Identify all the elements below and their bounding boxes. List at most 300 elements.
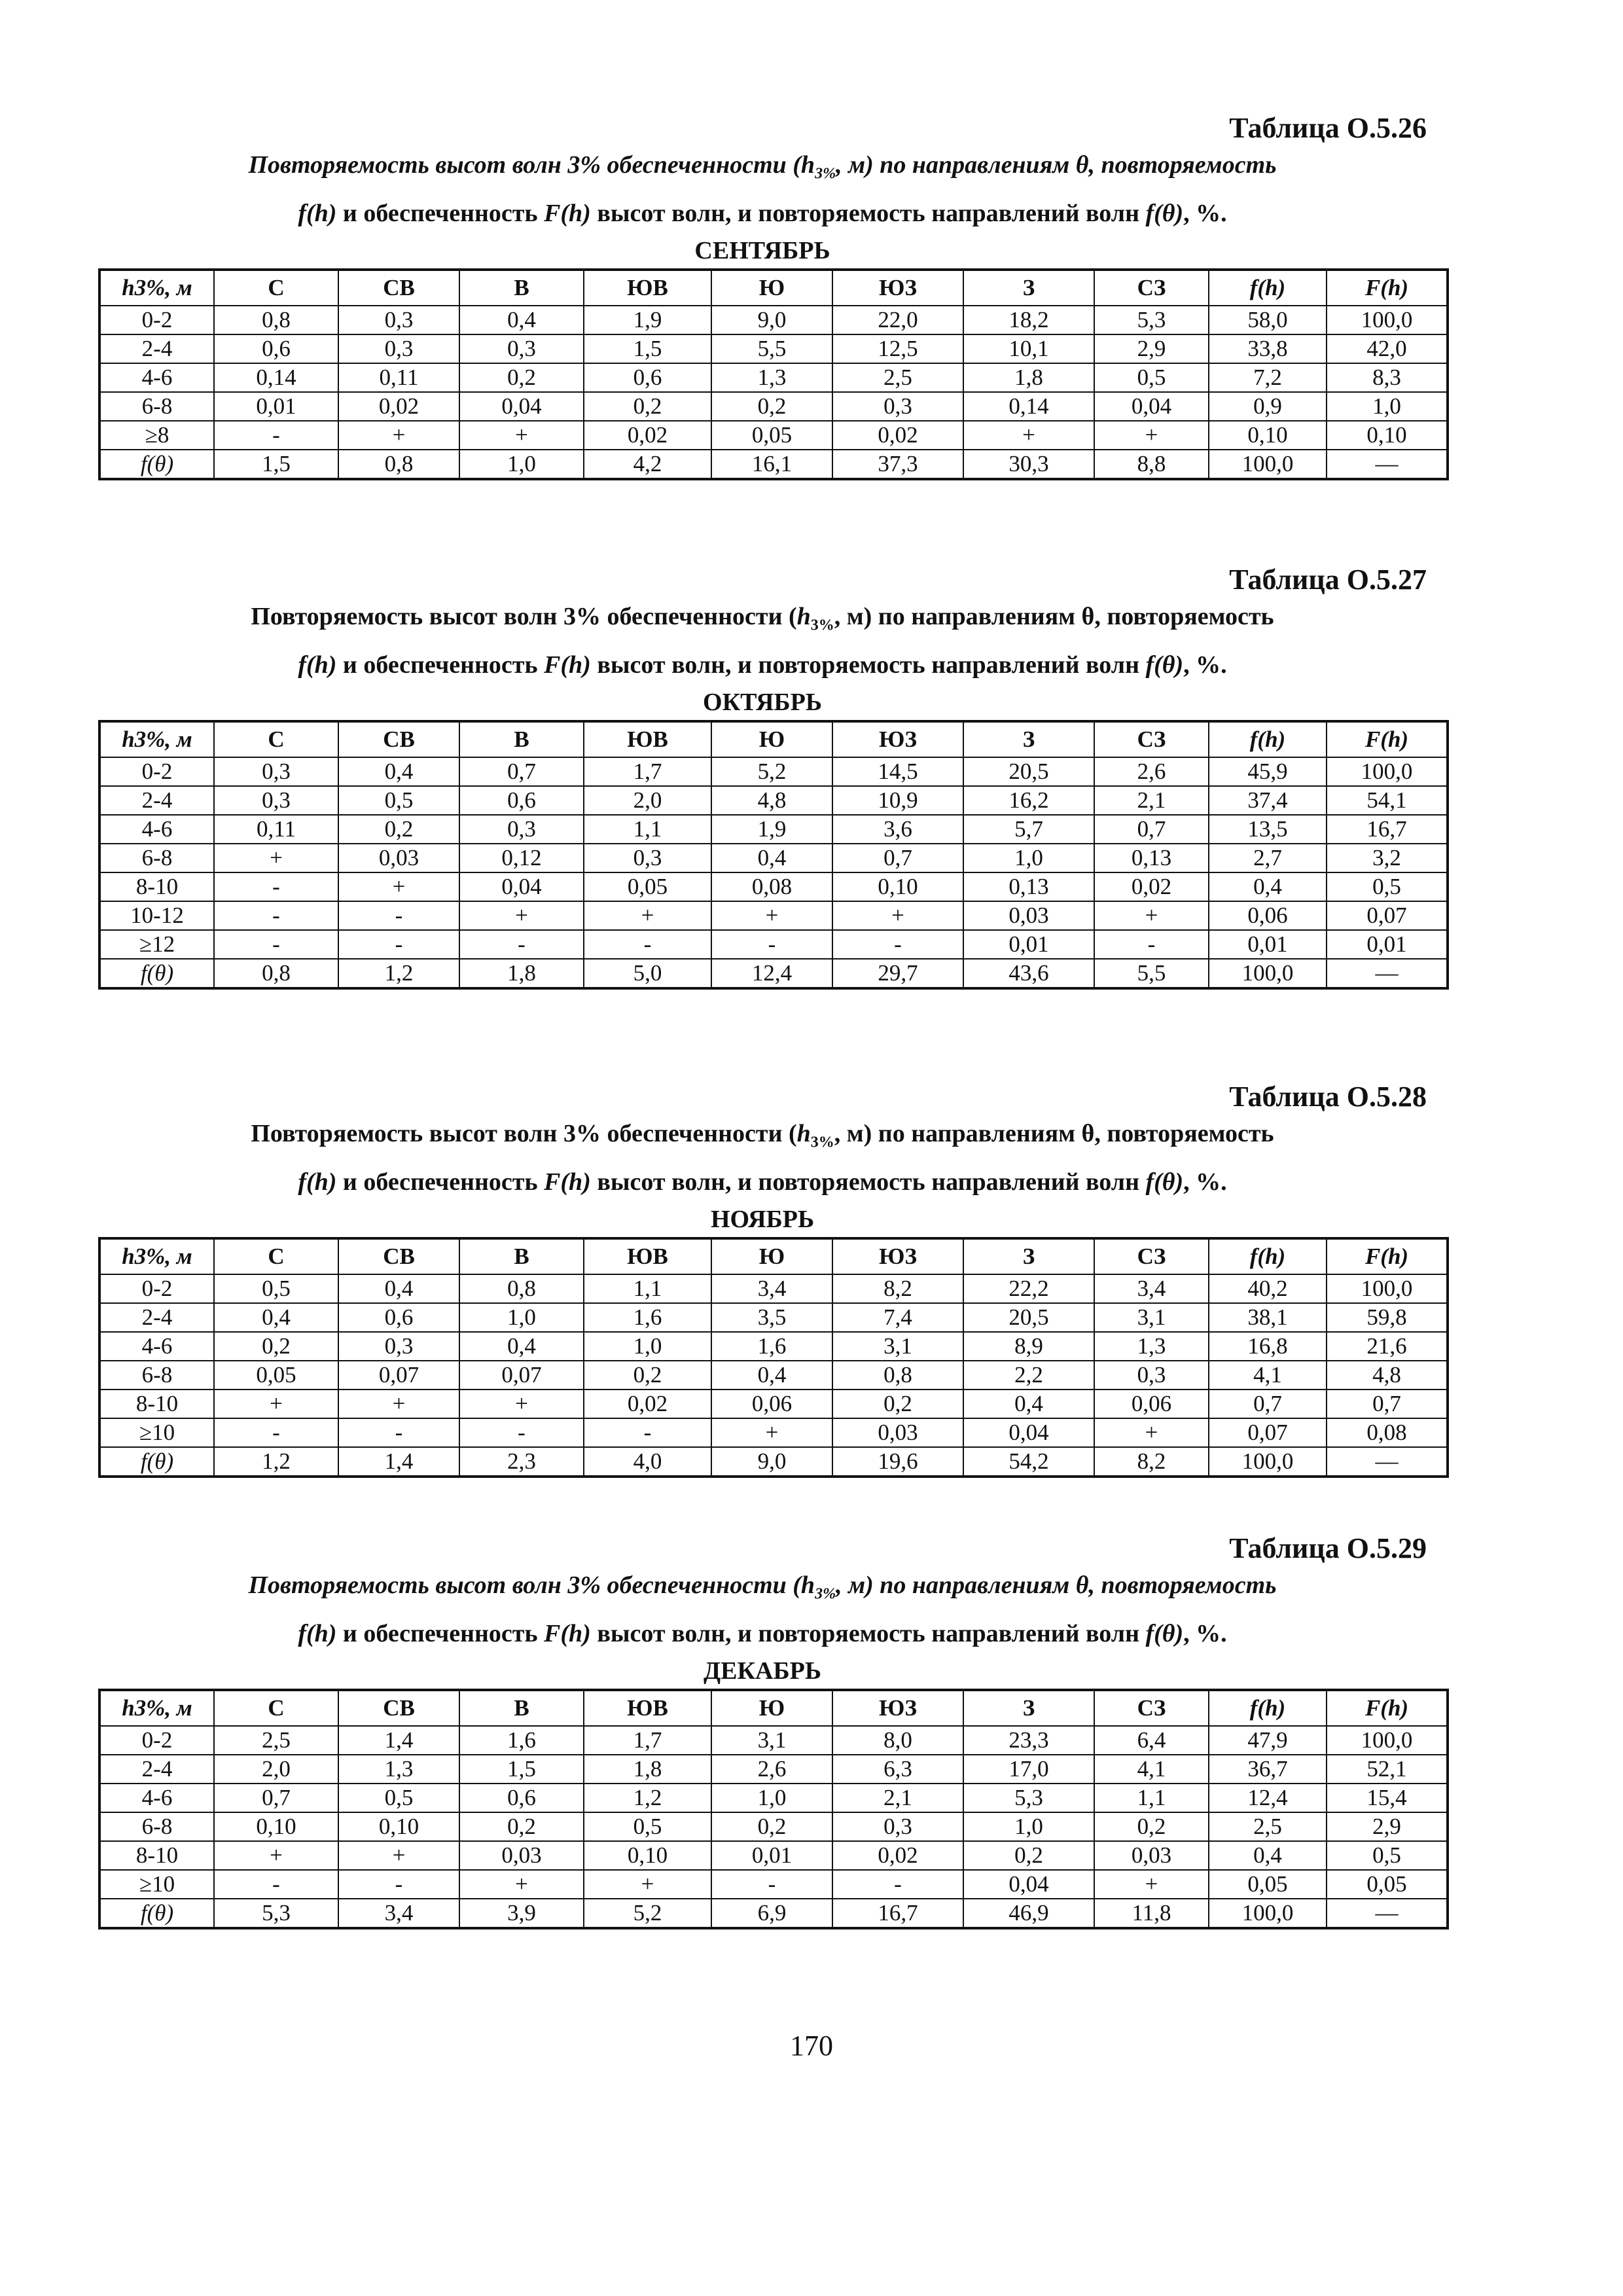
- table-cell: -: [711, 1870, 832, 1899]
- table-number: Таблица О.5.28: [1229, 1081, 1427, 1113]
- table-cell: 1,3: [338, 1755, 459, 1784]
- table-cell: 1,5: [584, 334, 711, 363]
- table-cell: 29,7: [832, 959, 963, 988]
- column-header: f(h): [1209, 1690, 1327, 1726]
- table-cell: 0,4: [459, 306, 584, 334]
- column-header: Ю: [711, 270, 832, 306]
- table-cell: 0,7: [1094, 815, 1209, 844]
- table-month: ДЕКАБРЬ: [704, 1657, 821, 1685]
- column-header: З: [963, 1238, 1094, 1274]
- table-cell: 1,6: [584, 1303, 711, 1332]
- table-cell: 59,8: [1327, 1303, 1448, 1332]
- table-cell: 0,4: [963, 1390, 1094, 1418]
- table-cell: 3,1: [832, 1332, 963, 1361]
- table-cell: 5,2: [711, 757, 832, 786]
- table-cell: 5,5: [711, 334, 832, 363]
- table-cell: 1,0: [1327, 392, 1448, 421]
- table-cell: 37,3: [832, 450, 963, 479]
- row-label: 6-8: [99, 1361, 214, 1390]
- column-header: В: [459, 1238, 584, 1274]
- table-cell: 0,10: [832, 872, 963, 901]
- table-cell: 0,3: [338, 306, 459, 334]
- table-cell: -: [214, 1418, 338, 1447]
- table-cell: 0,03: [1094, 1841, 1209, 1870]
- table-cell: 21,6: [1327, 1332, 1448, 1361]
- row-label: f(θ): [99, 959, 214, 988]
- table-row: [99, 1274, 1448, 1303]
- column-header: Ю: [711, 1690, 832, 1726]
- row-label: 0-2: [99, 757, 214, 786]
- table-cell: +: [1094, 421, 1209, 450]
- table-cell: 3,2: [1327, 844, 1448, 872]
- column-header: В: [459, 270, 584, 306]
- table-row: [99, 1361, 1448, 1390]
- table-cell: 23,3: [963, 1726, 1094, 1755]
- table-cell: 0,02: [832, 1841, 963, 1870]
- row-label: 6-8: [99, 1812, 214, 1841]
- table-cell: 2,5: [832, 363, 963, 392]
- table-cell: 0,2: [214, 1332, 338, 1361]
- table-cell: 0,08: [711, 872, 832, 901]
- table-cell: 0,01: [214, 392, 338, 421]
- table-cell: 0,4: [338, 1274, 459, 1303]
- table-row: [99, 334, 1448, 363]
- table-cell: 0,10: [1327, 421, 1448, 450]
- table-cell: 2,0: [214, 1755, 338, 1784]
- table-cell: -: [214, 930, 338, 959]
- table-cell: 1,3: [1094, 1332, 1209, 1361]
- table-cell: 0,07: [1209, 1418, 1327, 1447]
- table-cell: 8,9: [963, 1332, 1094, 1361]
- table-row: [99, 1899, 1448, 1928]
- table-cell: 54,1: [1327, 786, 1448, 815]
- table-cell: +: [338, 421, 459, 450]
- table-cell: 2,1: [1094, 786, 1209, 815]
- table-cell: 42,0: [1327, 334, 1448, 363]
- table-row: [99, 930, 1448, 959]
- table-cell: 1,7: [584, 757, 711, 786]
- table-cell: +: [459, 421, 584, 450]
- column-header: СЗ: [1094, 1238, 1209, 1274]
- table-cell: 0,4: [459, 1332, 584, 1361]
- table-cell: -: [584, 1418, 711, 1447]
- table-cell: 4,0: [584, 1447, 711, 1477]
- table-cell: 58,0: [1209, 306, 1327, 334]
- table-cell: 18,2: [963, 306, 1094, 334]
- column-header: Ю: [711, 1238, 832, 1274]
- table-row: [99, 844, 1448, 872]
- table-number: Таблица О.5.26: [1229, 112, 1427, 144]
- row-label: 4-6: [99, 1332, 214, 1361]
- table-row: [99, 1870, 1448, 1899]
- table-cell: 0,05: [1209, 1870, 1327, 1899]
- table-row: [99, 1812, 1448, 1841]
- table-row: [99, 392, 1448, 421]
- table-cell: 0,8: [214, 959, 338, 988]
- table-cell: -: [214, 421, 338, 450]
- table-row: [99, 1447, 1448, 1477]
- table-cell: 1,8: [584, 1755, 711, 1784]
- table-cell: 0,03: [459, 1841, 584, 1870]
- table-cell: 7,4: [832, 1303, 963, 1332]
- table-cell: 6,9: [711, 1899, 832, 1928]
- column-header: В: [459, 721, 584, 757]
- row-label: 0-2: [99, 1726, 214, 1755]
- table-cell: 2,2: [963, 1361, 1094, 1390]
- table-cell: 0,07: [338, 1361, 459, 1390]
- column-header: СВ: [338, 1238, 459, 1274]
- table-cell: 7,2: [1209, 363, 1327, 392]
- table-cell: +: [832, 901, 963, 930]
- table-cell: 0,04: [459, 392, 584, 421]
- table-row: [99, 1390, 1448, 1418]
- table-cell: 46,9: [963, 1899, 1094, 1928]
- table-cell: 0,5: [1094, 363, 1209, 392]
- table-cell: 0,2: [338, 815, 459, 844]
- table-cell: 0,8: [832, 1361, 963, 1390]
- table-cell: 0,04: [963, 1870, 1094, 1899]
- table-cell: 0,13: [1094, 844, 1209, 872]
- table-cell: 2,0: [584, 786, 711, 815]
- table-cell: 0,3: [1094, 1361, 1209, 1390]
- table-cell: 1,8: [963, 363, 1094, 392]
- column-header: С: [214, 270, 338, 306]
- table-cell: 12,4: [711, 959, 832, 988]
- column-header: ЮЗ: [832, 270, 963, 306]
- table-cell: 3,4: [1094, 1274, 1209, 1303]
- table-row: [99, 1841, 1448, 1870]
- column-header: F(h): [1327, 270, 1448, 306]
- table-cell: 0,04: [459, 872, 584, 901]
- table-cell: 1,0: [584, 1332, 711, 1361]
- table-cell: 0,01: [1327, 930, 1448, 959]
- table-cell: 16,7: [832, 1899, 963, 1928]
- row-label: ≥10: [99, 1870, 214, 1899]
- table-row: [99, 1755, 1448, 1784]
- table-cell: 2,9: [1094, 334, 1209, 363]
- column-header: С: [214, 1238, 338, 1274]
- column-header: ЮЗ: [832, 721, 963, 757]
- column-header: СЗ: [1094, 270, 1209, 306]
- table-cell: 0,02: [338, 392, 459, 421]
- table-cell: 36,7: [1209, 1755, 1327, 1784]
- column-header: f(h): [1209, 270, 1327, 306]
- table-cell: 100,0: [1327, 306, 1448, 334]
- table-cell: 38,1: [1209, 1303, 1327, 1332]
- table-cell: 0,6: [214, 334, 338, 363]
- table-cell: 3,1: [1094, 1303, 1209, 1332]
- table-row: [99, 1303, 1448, 1332]
- table-cell: 0,4: [338, 757, 459, 786]
- table-row: [99, 421, 1448, 450]
- table-cell: 22,0: [832, 306, 963, 334]
- table-cell: 1,1: [1094, 1784, 1209, 1812]
- table-cell: 10,1: [963, 334, 1094, 363]
- table-cell: 9,0: [711, 1447, 832, 1477]
- table-cell: 0,06: [1209, 901, 1327, 930]
- table-cell: 0,14: [963, 392, 1094, 421]
- table-cell: 16,8: [1209, 1332, 1327, 1361]
- table-cell: —: [1327, 1899, 1448, 1928]
- table-block-december: [98, 1532, 1427, 1929]
- table-cell: -: [1094, 930, 1209, 959]
- table-cell: 1,0: [459, 450, 584, 479]
- table-cell: +: [338, 1841, 459, 1870]
- page-number: 170: [790, 2030, 833, 2062]
- table-cell: 17,0: [963, 1755, 1094, 1784]
- table-cell: 0,05: [214, 1361, 338, 1390]
- table-cell: 16,7: [1327, 815, 1448, 844]
- table-block-november: [98, 1080, 1427, 1478]
- row-label: 2-4: [99, 1303, 214, 1332]
- table-cell: 2,1: [832, 1784, 963, 1812]
- table-cell: -: [832, 1870, 963, 1899]
- table-cell: -: [459, 1418, 584, 1447]
- table-cell: 2,9: [1327, 1812, 1448, 1841]
- column-header: З: [963, 721, 1094, 757]
- table-cell: 4,1: [1094, 1755, 1209, 1784]
- table-row: [99, 363, 1448, 392]
- table-cell: +: [1094, 1870, 1209, 1899]
- table-cell: -: [338, 930, 459, 959]
- table-cell: 0,01: [963, 930, 1094, 959]
- table-cell: 12,4: [1209, 1784, 1327, 1812]
- data-table: [98, 1237, 1449, 1478]
- table-cell: 6,4: [1094, 1726, 1209, 1755]
- table-cell: 0,04: [1094, 392, 1209, 421]
- table-row: [99, 757, 1448, 786]
- table-cell: 20,5: [963, 757, 1094, 786]
- table-cell: 0,03: [338, 844, 459, 872]
- table-cell: 0,07: [459, 1361, 584, 1390]
- table-cell: 0,07: [1327, 901, 1448, 930]
- table-cell: 2,5: [214, 1726, 338, 1755]
- table-cell: 2,6: [711, 1755, 832, 1784]
- table-cell: 0,3: [584, 844, 711, 872]
- column-header: F(h): [1327, 1690, 1448, 1726]
- table-cell: 0,3: [338, 1332, 459, 1361]
- table-title: Повторяемость высот волн 3% обеспеченности ($h_{3\%}$, м) по направлениям θ, повторяемость f(h) и обеспеченность F(h) высот волн, и повторяемость направлений волн f(θ), %.: [251, 1120, 1274, 1196]
- table-cell: 8,3: [1327, 363, 1448, 392]
- table-cell: 0,08: [1327, 1418, 1448, 1447]
- table-cell: 0,6: [459, 1784, 584, 1812]
- table-row: [99, 901, 1448, 930]
- row-label: ≥8: [99, 421, 214, 450]
- table-cell: 0,2: [963, 1841, 1094, 1870]
- row-label: 8-10: [99, 1390, 214, 1418]
- table-cell: 0,05: [1327, 1870, 1448, 1899]
- column-header: ЮВ: [584, 1238, 711, 1274]
- table-cell: 52,1: [1327, 1755, 1448, 1784]
- table-cell: 4,8: [711, 786, 832, 815]
- table-cell: 16,2: [963, 786, 1094, 815]
- row-label: 8-10: [99, 1841, 214, 1870]
- table-row: [99, 306, 1448, 334]
- table-cell: -: [214, 872, 338, 901]
- table-cell: 5,3: [214, 1899, 338, 1928]
- table-cell: 4,2: [584, 450, 711, 479]
- table-cell: 0,8: [338, 450, 459, 479]
- table-cell: 1,5: [214, 450, 338, 479]
- column-header: F(h): [1327, 1238, 1448, 1274]
- row-label: 0-2: [99, 1274, 214, 1303]
- table-cell: 0,13: [963, 872, 1094, 901]
- column-header: ЮЗ: [832, 1690, 963, 1726]
- table-cell: 22,2: [963, 1274, 1094, 1303]
- column-header: СВ: [338, 721, 459, 757]
- table-cell: 0,2: [711, 1812, 832, 1841]
- table-row: [99, 1784, 1448, 1812]
- table-cell: +: [1094, 1418, 1209, 1447]
- table-cell: 0,02: [584, 421, 711, 450]
- table-cell: 5,7: [963, 815, 1094, 844]
- table-cell: 3,1: [711, 1726, 832, 1755]
- table-cell: 0,6: [459, 786, 584, 815]
- row-label: f(θ): [99, 1899, 214, 1928]
- table-number: Таблица О.5.29: [1229, 1532, 1427, 1564]
- table-cell: 3,9: [459, 1899, 584, 1928]
- table-cell: 0,8: [459, 1274, 584, 1303]
- table-cell: 0,01: [1209, 930, 1327, 959]
- table-cell: 0,05: [711, 421, 832, 450]
- table-cell: 1,8: [459, 959, 584, 988]
- table-cell: 1,3: [711, 363, 832, 392]
- table-cell: -: [214, 901, 338, 930]
- row-label: 8-10: [99, 872, 214, 901]
- column-header: f(h): [1209, 1238, 1327, 1274]
- table-cell: —: [1327, 450, 1448, 479]
- table-cell: 0,06: [711, 1390, 832, 1418]
- table-cell: -: [338, 901, 459, 930]
- data-table: [98, 1689, 1449, 1929]
- header-row: [99, 1238, 1448, 1274]
- header-row: [99, 270, 1448, 306]
- table-cell: 0,3: [214, 757, 338, 786]
- header-row: [99, 721, 1448, 757]
- table-cell: 0,7: [1209, 1390, 1327, 1418]
- table-cell: 5,2: [584, 1899, 711, 1928]
- table-cell: 8,2: [1094, 1447, 1209, 1477]
- table-cell: 0,4: [711, 1361, 832, 1390]
- table-cell: -: [832, 930, 963, 959]
- table-cell: 0,9: [1209, 392, 1327, 421]
- table-cell: 0,06: [1094, 1390, 1209, 1418]
- table-cell: +: [459, 1390, 584, 1418]
- table-cell: +: [711, 901, 832, 930]
- table-cell: 3,5: [711, 1303, 832, 1332]
- table-cell: +: [963, 421, 1094, 450]
- table-row: [99, 872, 1448, 901]
- column-header: ЮВ: [584, 270, 711, 306]
- table-cell: 100,0: [1209, 450, 1327, 479]
- table-cell: 8,2: [832, 1274, 963, 1303]
- table-cell: 0,04: [963, 1418, 1094, 1447]
- column-header: ЮВ: [584, 721, 711, 757]
- table-cell: 0,6: [584, 363, 711, 392]
- table-cell: 1,9: [711, 815, 832, 844]
- table-cell: 14,5: [832, 757, 963, 786]
- row-label: ≥12: [99, 930, 214, 959]
- table-cell: -: [459, 930, 584, 959]
- table-cell: 100,0: [1327, 1726, 1448, 1755]
- table-cell: 0,8: [214, 306, 338, 334]
- column-header: СЗ: [1094, 1690, 1209, 1726]
- table-cell: 16,1: [711, 450, 832, 479]
- table-cell: 0,12: [459, 844, 584, 872]
- table-cell: 0,4: [1209, 872, 1327, 901]
- table-cell: 0,7: [832, 844, 963, 872]
- table-cell: 20,5: [963, 1303, 1094, 1332]
- table-cell: 1,9: [584, 306, 711, 334]
- table-cell: 1,2: [338, 959, 459, 988]
- row-label: 2-4: [99, 334, 214, 363]
- table-cell: 0,5: [584, 1812, 711, 1841]
- table-month: ОКТЯБРЬ: [703, 688, 822, 716]
- table-cell: 0,10: [1209, 421, 1327, 450]
- table-cell: +: [1094, 901, 1209, 930]
- table-month: СЕНТЯБРЬ: [694, 236, 830, 264]
- table-cell: 1,0: [963, 844, 1094, 872]
- table-row: [99, 786, 1448, 815]
- table-row: [99, 1418, 1448, 1447]
- table-cell: 1,0: [459, 1303, 584, 1332]
- table-cell: 12,5: [832, 334, 963, 363]
- table-cell: 1,2: [214, 1447, 338, 1477]
- table-cell: 2,3: [459, 1447, 584, 1477]
- table-cell: 0,5: [338, 786, 459, 815]
- table-cell: 0,02: [584, 1390, 711, 1418]
- table-cell: 43,6: [963, 959, 1094, 988]
- table-cell: 5,0: [584, 959, 711, 988]
- table-cell: 0,5: [214, 1274, 338, 1303]
- table-row: [99, 815, 1448, 844]
- table-cell: 0,4: [214, 1303, 338, 1332]
- table-cell: 1,4: [338, 1726, 459, 1755]
- row-label: f(θ): [99, 1447, 214, 1477]
- table-cell: 0,10: [584, 1841, 711, 1870]
- table-cell: 1,1: [584, 1274, 711, 1303]
- column-header: Ю: [711, 721, 832, 757]
- table-cell: 0,05: [584, 872, 711, 901]
- table-cell: 3,4: [338, 1899, 459, 1928]
- table-cell: 30,3: [963, 450, 1094, 479]
- column-header: h3%, м: [99, 1690, 214, 1726]
- table-cell: 54,2: [963, 1447, 1094, 1477]
- header-row: [99, 1690, 1448, 1726]
- table-month: НОЯБРЬ: [710, 1205, 815, 1233]
- table-cell: 5,3: [1094, 306, 1209, 334]
- row-label: 10-12: [99, 901, 214, 930]
- row-label: ≥10: [99, 1418, 214, 1447]
- table-cell: +: [459, 1870, 584, 1899]
- table-cell: 13,5: [1209, 815, 1327, 844]
- column-header: ЮВ: [584, 1690, 711, 1726]
- table-cell: +: [338, 1390, 459, 1418]
- column-header: f(h): [1209, 721, 1327, 757]
- table-cell: 0,3: [459, 334, 584, 363]
- row-label: 4-6: [99, 1784, 214, 1812]
- row-label: 0-2: [99, 306, 214, 334]
- table-cell: 1,1: [584, 815, 711, 844]
- table-cell: 6,3: [832, 1755, 963, 1784]
- table-cell: 9,0: [711, 306, 832, 334]
- table-cell: 4,1: [1209, 1361, 1327, 1390]
- table-cell: 10,9: [832, 786, 963, 815]
- column-header: h3%, м: [99, 1238, 214, 1274]
- table-cell: 1,6: [459, 1726, 584, 1755]
- table-cell: 0,2: [459, 1812, 584, 1841]
- table-cell: —: [1327, 959, 1448, 988]
